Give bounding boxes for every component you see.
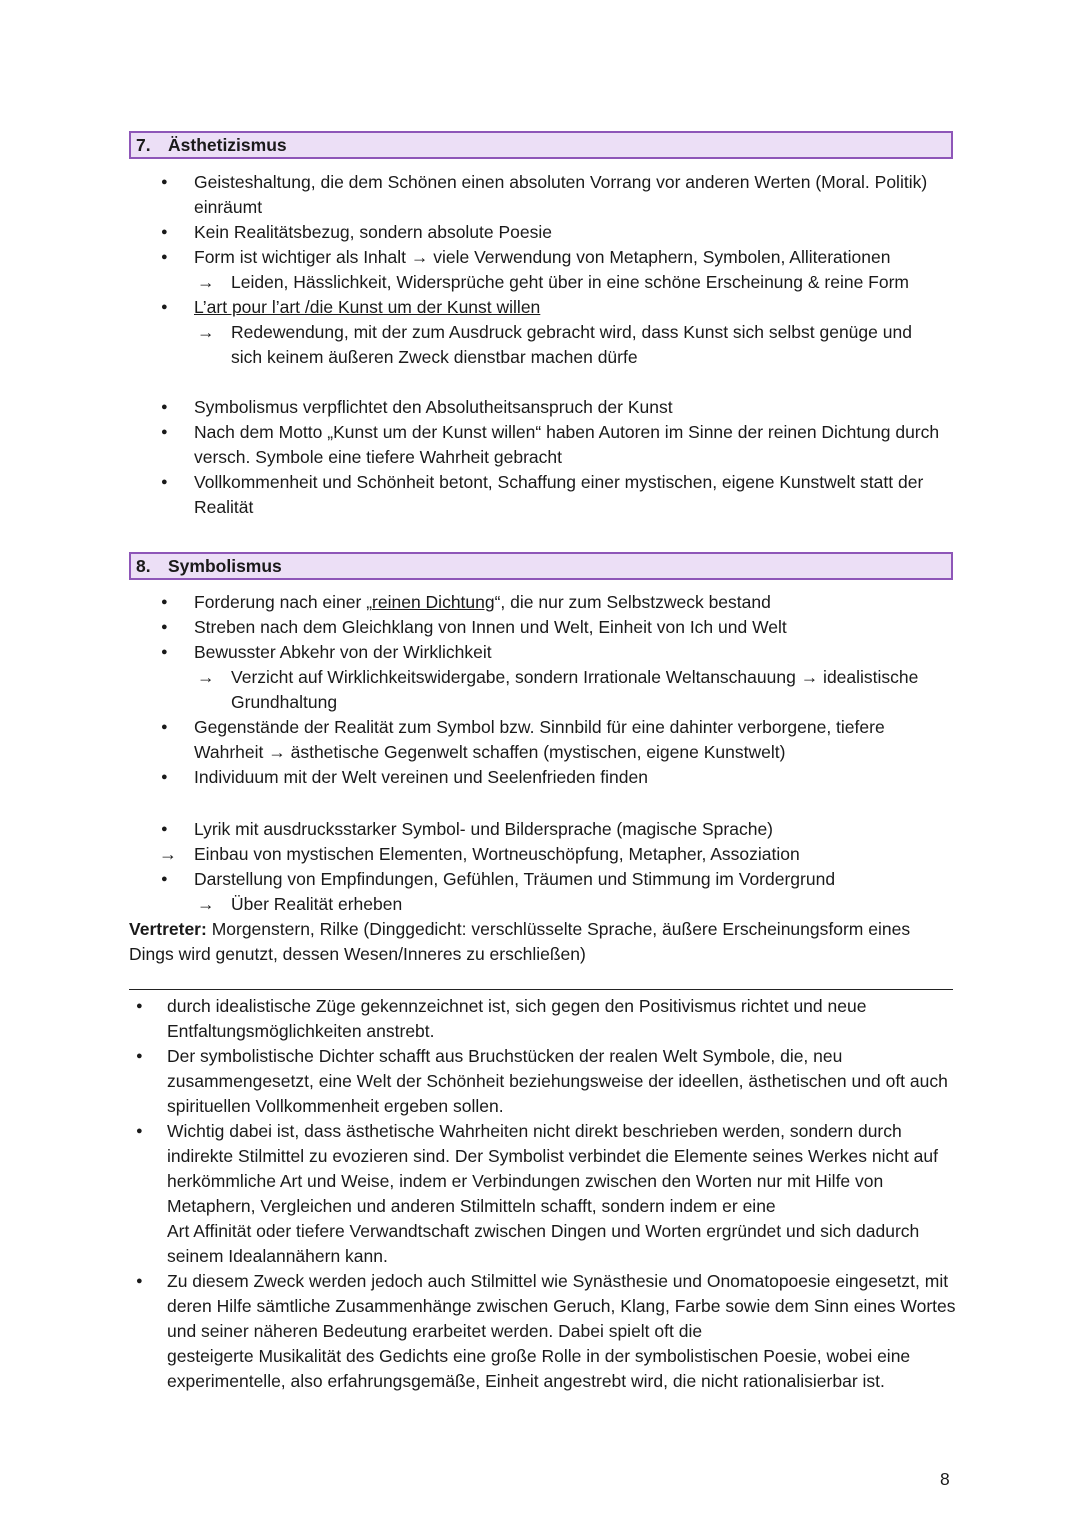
list-item: ● Kein Realitätsbezug, sondern absolute Poesie: [129, 220, 944, 245]
section-8-list-1: [129, 590, 944, 790]
vertreter-label: Vertreter:: [129, 919, 207, 939]
section-7-list-2: [129, 395, 944, 520]
list-item: ● Geisteshaltung, die dem Schönen einen absoluten Vorrang vor anderen Werten (Moral. Politik) einräumt: [129, 170, 944, 220]
arrow-subitem: → Über Realität erheben: [194, 892, 944, 917]
arrow-subitem: → Leiden, Hässlichkeit, Widersprüche geht über in eine schöne Erscheinung & reine Form: [194, 270, 944, 295]
vertreter-text: Morgenstern, Rilke (Dinggedicht: verschlüsselte Sprache, äußere Erscheinungsform eines Dings wird genutzt, dessen Wesen/Inneres zu erschließen): [129, 919, 911, 964]
list-item: ● Gegenstände der Realität zum Symbol bzw. Sinnbild für eine dahinter verborgene, tiefere Wahrheit → ästhetische Gegenwelt schaffen (mystischen, eigene Kunstwelt): [129, 715, 944, 765]
section-number: 7.: [136, 135, 151, 155]
vertreter-paragraph: [129, 917, 949, 967]
list-item: ● Streben nach dem Gleichklang von Innen und Welt, Einheit von Ich und Welt: [129, 615, 944, 640]
section-7-list-1: [129, 170, 944, 370]
list-item: ● L’art pour l’art /die Kunst um der Kunst willen → Redewendung, mit der zum Ausdruck gebracht wird, dass Kunst sich selbst genüge und sich keinem äußeren Zweck dienstbar machen dürfe: [129, 295, 944, 370]
arrow-subitem: → Verzicht auf Wirklichkeitswidergabe, sondern Irrationale Weltanschauung → idealistische Grundhaltung: [194, 665, 944, 715]
list-item: ● Forderung nach einer „reinen Dichtung“, die nur zum Selbstzweck bestand: [129, 590, 944, 615]
section-title: Symbolismus: [168, 556, 282, 576]
list-item: ● durch idealistische Züge gekennzeichnet ist, sich gegen den Positivismus richtet und neue Entfaltungsmöglichkeiten anstrebt.: [129, 994, 959, 1044]
section-title: Ästhetizismus: [168, 135, 287, 155]
list-item: ● Wichtig dabei ist, dass ästhetische Wahrheiten nicht direkt beschrieben werden, sondern durch indirekte Stilmittel zu evozieren sind. Der Symbolist verbindet die Elemente seines Werkes nicht auf herkömmliche Art und Weise, indem er Verbindungen zwischen den Worten nur mit Hilfe von Metaphern, Vergleichen und anderen Stilmitteln schafft, sondern indem er eine Art Affinität oder tiefere Verwandtschaft zwischen Dingen und Worten ergründet und sich dadurch seinem Idealannähern kann.: [129, 1119, 959, 1269]
list-item: ● Der symbolistische Dichter schafft aus Bruchstücken der realen Welt Symbole, die, neu zusammengesetzt, eine Welt der Schönheit beziehungsweise der ideellen, ästhetischen und oft auch spirituellen Vollkommenheit ergeben sollen.: [129, 1044, 959, 1119]
list-item: ● Bewusster Abkehr von der Wirklichkeit → Verzicht auf Wirklichkeitswidergabe, sondern Irrationale Weltanschauung → idealistische Grundhaltung: [129, 640, 944, 715]
section-number: 8.: [136, 556, 151, 576]
divider: [129, 989, 953, 990]
page-number: 8: [940, 1469, 950, 1489]
list-item: ● Lyrik mit ausdrucksstarker Symbol- und Bildersprache (magische Sprache): [129, 817, 944, 842]
list-item: ● Darstellung von Empfindungen, Gefühlen, Träumen und Stimmung im Vordergrund → Über Realität erheben: [129, 867, 944, 917]
list-item: ● Nach dem Motto „Kunst um der Kunst willen“ haben Autoren im Sinne der reinen Dichtung durch versch. Symbole eine tiefere Wahrheit gebracht: [129, 420, 944, 470]
section-8-heading: [129, 552, 953, 580]
notes-list: [129, 994, 959, 1394]
section-8-list-2: [129, 817, 944, 917]
list-item: ● Symbolismus verpflichtet den Absolutheitsanspruch der Kunst: [129, 395, 944, 420]
list-item: ● Individuum mit der Welt vereinen und Seelenfrieden finden: [129, 765, 944, 790]
list-item: ● Vollkommenheit und Schönheit betont, Schaffung einer mystischen, eigene Kunstwelt statt der Realität: [129, 470, 944, 520]
list-item: ● Zu diesem Zweck werden jedoch auch Stilmittel wie Synästhesie und Onomatopoesie eingesetzt, mit deren Hilfe sämtliche Zusammenhänge zwischen Geruch, Klang, Farbe sowie dem Sinn eines Wortes und seiner näheren Bedeutung erarbeitet werden. Dabei spielt oft die gesteigerte Musikalität des Gedichts eine große Rolle in der symbolistischen Poesie, wobei eine experimentelle, also erfahrungsgemäße, Einheit angestrebt wird, die nicht rationalisierbar ist.: [129, 1269, 959, 1394]
section-7-heading: [129, 131, 953, 159]
list-item: → Einbau von mystischen Elementen, Wortneuschöpfung, Metapher, Assoziation: [129, 842, 944, 867]
arrow-subitem: → Redewendung, mit der zum Ausdruck gebracht wird, dass Kunst sich selbst genüge und sich keinem äußeren Zweck dienstbar machen dürfe: [194, 320, 944, 370]
list-item: ● Form ist wichtiger als Inhalt → viele Verwendung von Metaphern, Symbolen, Alliterationen → Leiden, Hässlichkeit, Widersprüche geht über in eine schöne Erscheinung & reine Form: [129, 245, 944, 295]
